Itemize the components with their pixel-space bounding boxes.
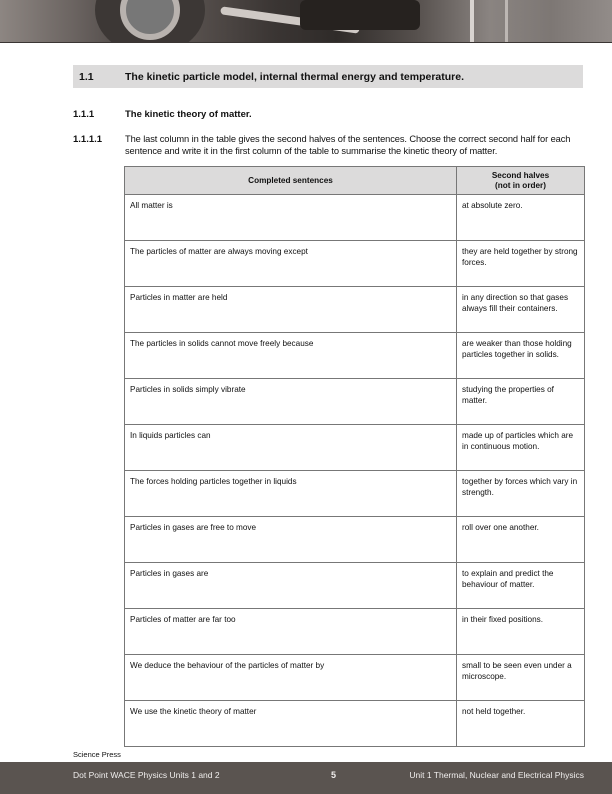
table-row bbox=[125, 379, 585, 425]
first-half-cell[interactable]: We deduce the behaviour of the particles of matter by bbox=[125, 655, 457, 701]
table-row bbox=[125, 287, 585, 333]
first-half-cell[interactable]: Particles in solids simply vibrate bbox=[125, 379, 457, 425]
table-row bbox=[125, 333, 585, 379]
second-half-cell: are weaker than those holding particles together in solids. bbox=[457, 333, 585, 379]
second-half-cell: at absolute zero. bbox=[457, 195, 585, 241]
section-title: The kinetic particle model, internal thermal energy and temperature. bbox=[125, 71, 465, 83]
subsection-number: 1.1.1 bbox=[73, 109, 95, 120]
table-row bbox=[125, 655, 585, 701]
table-row bbox=[125, 471, 585, 517]
page-number: 5 bbox=[331, 770, 337, 780]
publisher-name: Science Press bbox=[73, 750, 121, 759]
header-second-halves-line2: (not in order) bbox=[495, 180, 546, 190]
first-half-cell[interactable]: Particles in gases are free to move bbox=[125, 517, 457, 563]
question-number: 1.1.1.1 bbox=[73, 134, 103, 145]
table-row bbox=[125, 195, 585, 241]
section-number: 1.1 bbox=[79, 71, 94, 83]
second-half-cell: made up of particles which are in continuous motion. bbox=[457, 425, 585, 471]
first-half-cell[interactable]: The forces holding particles together in liquids bbox=[125, 471, 457, 517]
first-half-cell[interactable]: Particles in matter are held bbox=[125, 287, 457, 333]
second-half-cell: to explain and predict the behaviour of matter. bbox=[457, 563, 585, 609]
table-header-row bbox=[125, 167, 585, 195]
book-title: Dot Point WACE Physics Units 1 and 2 bbox=[73, 770, 220, 780]
first-half-cell[interactable]: The particles in solids cannot move freely because bbox=[125, 333, 457, 379]
header-second-halves bbox=[457, 167, 585, 195]
frame-tube-shape bbox=[505, 0, 508, 42]
second-half-cell: in any direction so that gases always fill their containers. bbox=[457, 287, 585, 333]
table-row bbox=[125, 701, 585, 747]
table-row bbox=[125, 241, 585, 287]
frame-tube-shape bbox=[470, 0, 474, 42]
second-half-cell: in their fixed positions. bbox=[457, 609, 585, 655]
table-row bbox=[125, 517, 585, 563]
table-row bbox=[125, 609, 585, 655]
table-row bbox=[125, 563, 585, 609]
first-half-cell[interactable]: All matter is bbox=[125, 195, 457, 241]
first-half-cell[interactable]: In liquids particles can bbox=[125, 425, 457, 471]
question-instructions: The last column in the table gives the second halves of the sentences. Choose the correct second half for each sentence and write it in the first column of the table to summarise the kinetic theory of matter. bbox=[125, 134, 571, 156]
unit-title: Unit 1 Thermal, Nuclear and Electrical Physics bbox=[409, 770, 584, 780]
sentence-table bbox=[124, 166, 585, 747]
second-half-cell: they are held together by strong forces. bbox=[457, 241, 585, 287]
first-half-cell[interactable]: We use the kinetic theory of matter bbox=[125, 701, 457, 747]
second-half-cell: roll over one another. bbox=[457, 517, 585, 563]
first-half-cell[interactable]: The particles of matter are always moving except bbox=[125, 241, 457, 287]
header-second-halves-line1: Second halves bbox=[491, 170, 550, 180]
first-half-cell[interactable]: Particles of matter are far too bbox=[125, 609, 457, 655]
table-row bbox=[125, 425, 585, 471]
page-footer bbox=[0, 762, 612, 794]
second-half-cell: not held together. bbox=[457, 701, 585, 747]
header-banner-image bbox=[0, 0, 612, 43]
second-half-cell: small to be seen even under a microscope. bbox=[457, 655, 585, 701]
header-completed-sentences: Completed sentences bbox=[125, 167, 457, 195]
second-half-cell: studying the properties of matter. bbox=[457, 379, 585, 425]
subsection-title: The kinetic theory of matter. bbox=[125, 109, 252, 120]
section-heading bbox=[73, 65, 583, 88]
first-half-cell[interactable]: Particles in gases are bbox=[125, 563, 457, 609]
engine-shape bbox=[300, 0, 420, 30]
second-half-cell: together by forces which vary in strength. bbox=[457, 471, 585, 517]
